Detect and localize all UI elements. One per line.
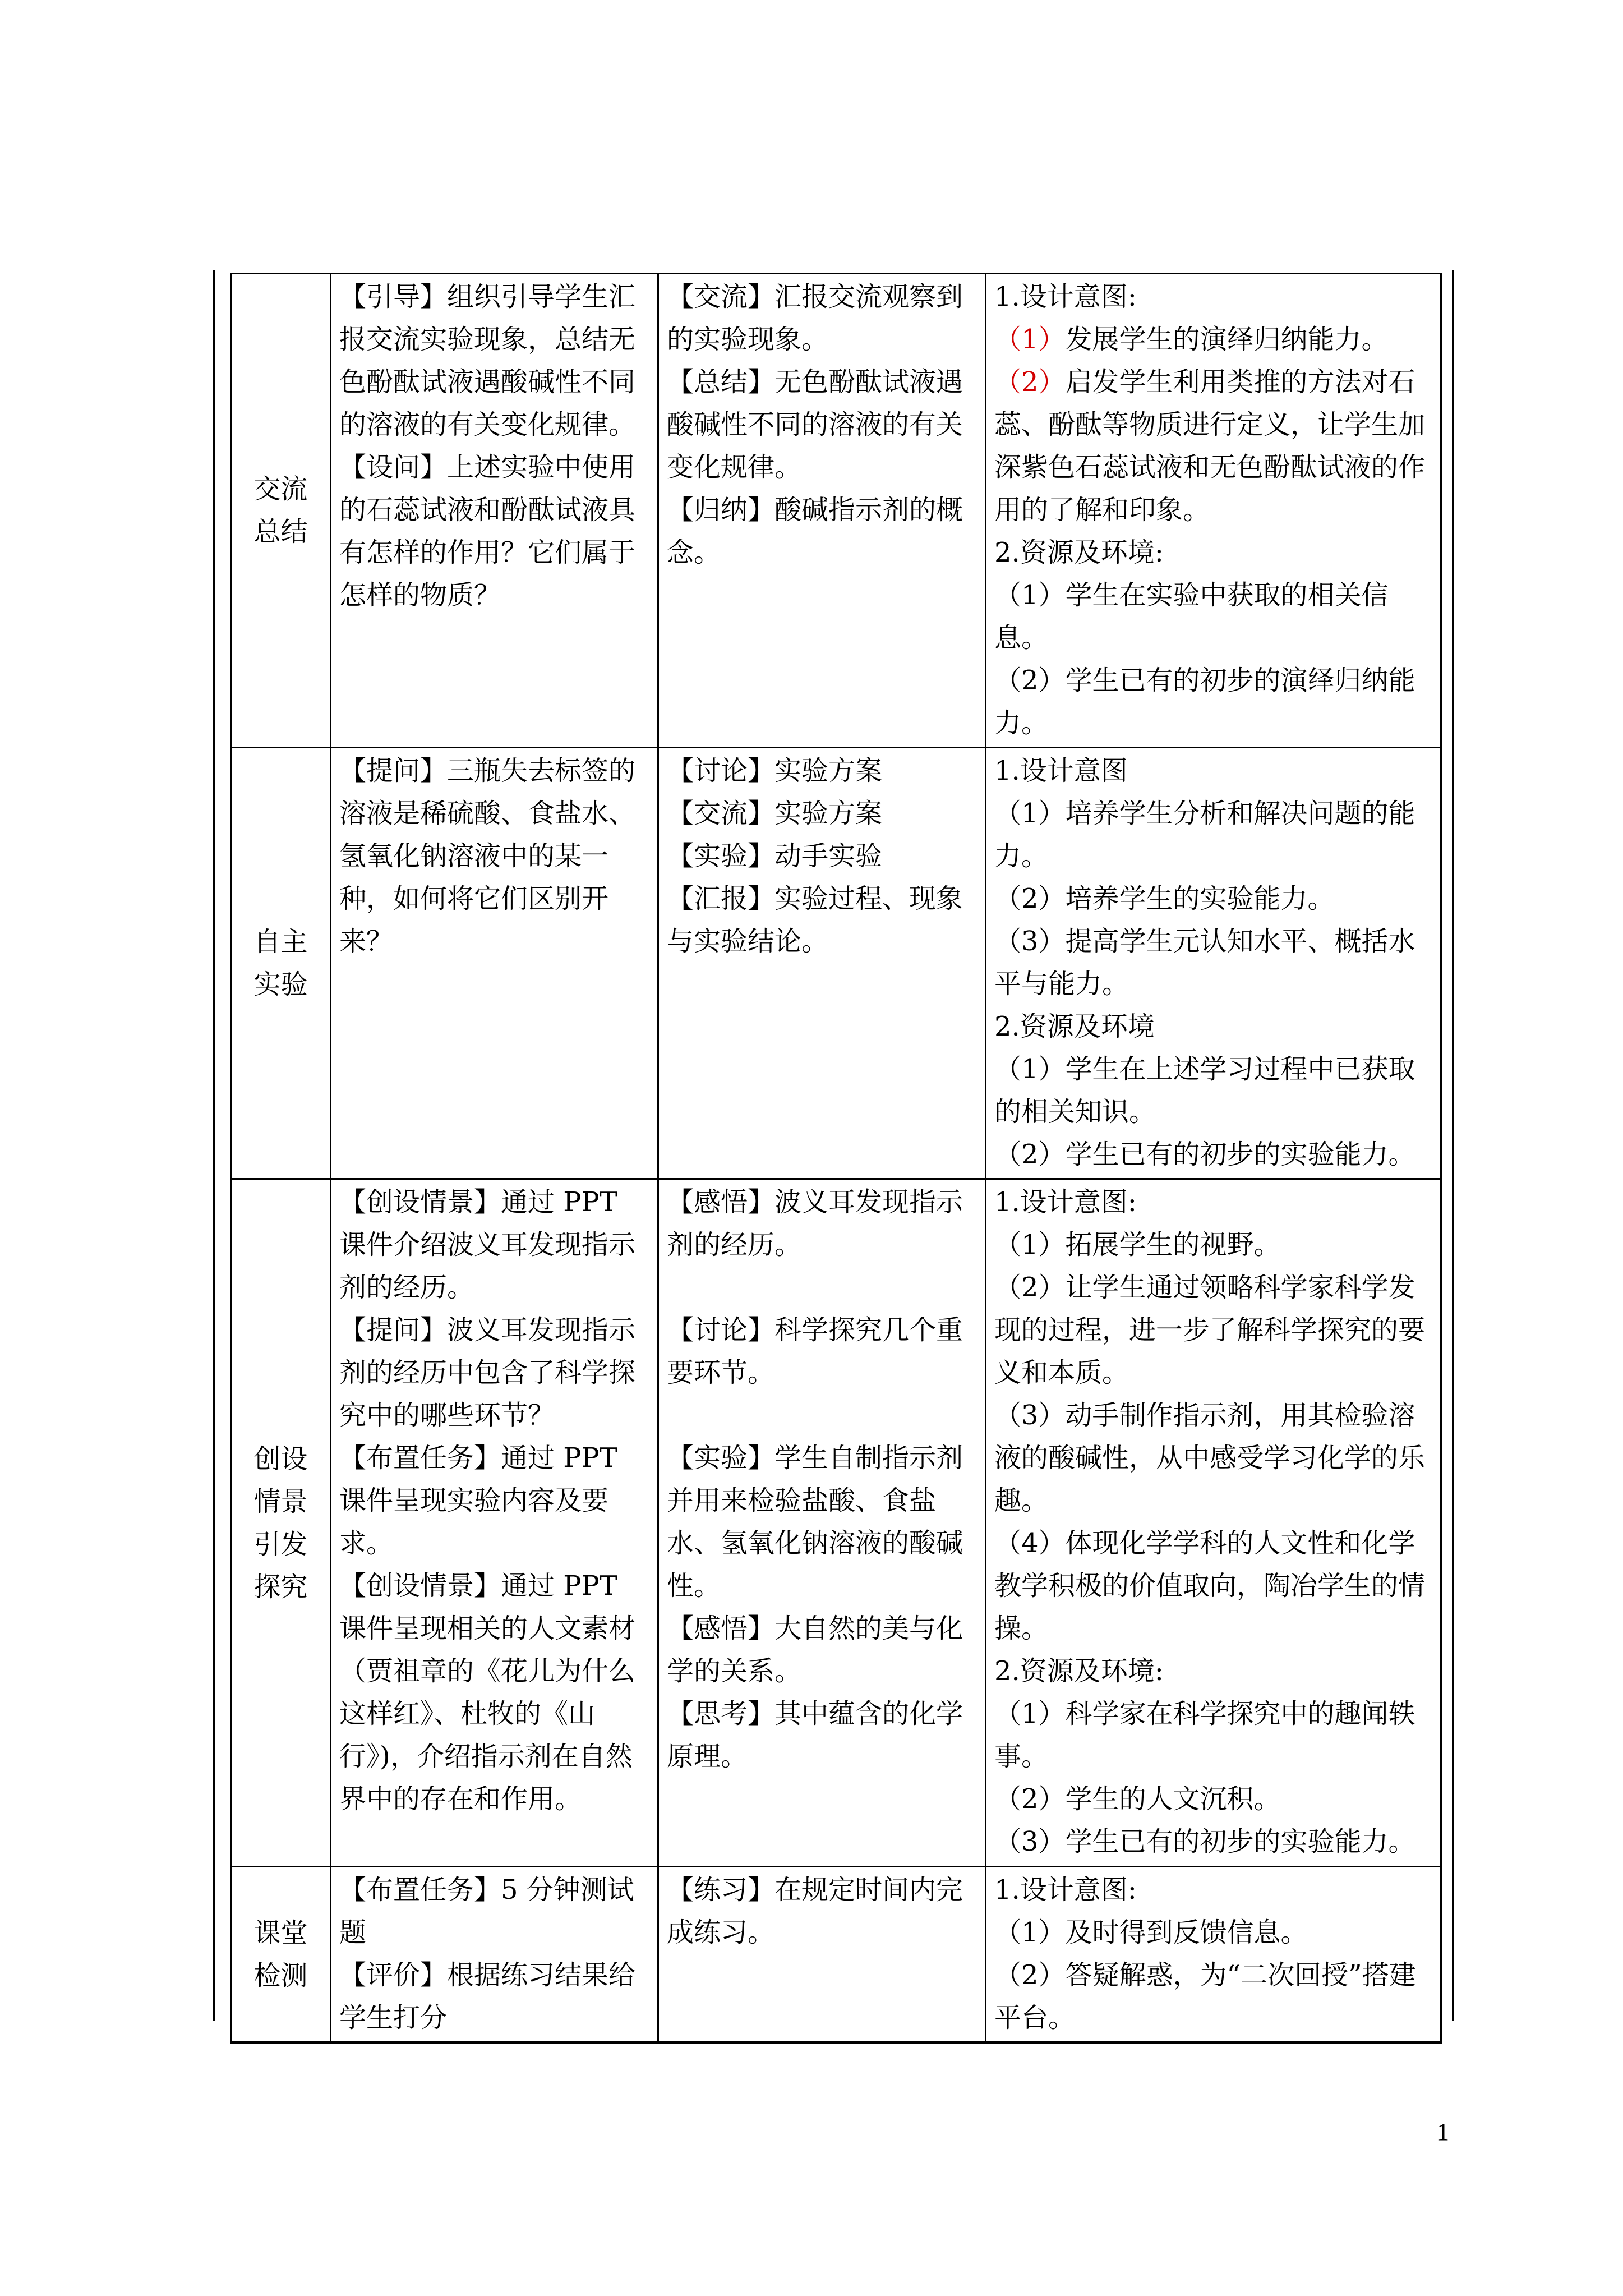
student-activity: 【感悟】波义耳发现指示剂的经历。 xyxy=(667,1186,963,1260)
teacher-activity-cell xyxy=(331,1179,658,1867)
teacher-activity: 【提问】波义耳发现指示剂的经历中包含了科学探究中的哪些环节？ xyxy=(339,1314,636,1431)
design-heading: 1.设计意图: xyxy=(994,281,1137,312)
design-item xyxy=(994,318,1433,361)
design-intent-cell xyxy=(986,1867,1441,2043)
stage-label-line: 检测 xyxy=(253,1960,308,1991)
stage-label xyxy=(239,1438,322,1608)
stage-cell xyxy=(231,274,331,748)
table-row xyxy=(231,274,1441,748)
teacher-activity: 【布置任务】通过 PPT 课件呈现实验内容及要求。 xyxy=(339,1442,617,1559)
teacher-activity: 【创设情景】通过 PPT 课件呈现相关的人文素材（贾祖章的《花儿为什么这样红》、杜牧的《山行》)，介绍指示剂在自然界中的存在和作用。 xyxy=(339,1570,636,1815)
student-activity: 【实验】动手实验 xyxy=(667,840,883,872)
design-item: （2）答疑解惑，为“二次回授”搭建平台。 xyxy=(994,1959,1416,2033)
student-activity-cell xyxy=(658,1867,986,2043)
design-item: （2）培养学生的实验能力。 xyxy=(994,883,1335,914)
resource-heading: 2.资源及环境 xyxy=(994,1011,1155,1042)
design-item: （3）动手制作指示剂，用其检验溶液的酸碱性，从中感受学习化学的乐趣。 xyxy=(994,1400,1426,1516)
page-number: 1 xyxy=(1437,2118,1449,2146)
design-item xyxy=(994,361,1433,531)
teacher-activity: 【评价】根据练习结果给学生打分 xyxy=(339,1959,636,2033)
student-activity-cell xyxy=(658,1179,986,1867)
table-row xyxy=(231,748,1441,1179)
design-heading: 1.设计意图 xyxy=(994,755,1128,786)
resource-item: （2）学生已有的初步的演绎归纳能力。 xyxy=(994,665,1415,739)
student-activity: 【练习】在规定时间内完成练习。 xyxy=(667,1874,963,1948)
resource-item: （1）学生在实验中获取的相关信息。 xyxy=(994,579,1389,654)
table-row xyxy=(231,1867,1441,2043)
design-intent-cell xyxy=(986,274,1441,748)
stage-label-line: 引发 xyxy=(253,1528,308,1560)
student-activity: 【交流】实验方案 xyxy=(667,798,883,829)
stage-label-line: 课堂 xyxy=(253,1917,308,1949)
table-row xyxy=(231,1179,1441,1867)
stage-label-line: 自主 xyxy=(253,926,308,958)
stage-label-line: 交流 xyxy=(253,473,308,505)
stage-label-line: 情景 xyxy=(253,1485,308,1517)
stage-label xyxy=(239,468,322,553)
resource-heading: 2.资源及环境: xyxy=(994,537,1164,568)
student-activity: 【讨论】实验方案 xyxy=(667,755,883,786)
spacer xyxy=(667,1394,978,1437)
item-text: 启发学生利用类推的方法对石蕊、酚酞等物质进行定义，让学生加深紫色石蕊试液和无色酚酞试液的作用的了解和印象。 xyxy=(994,366,1426,526)
teacher-activity: 【创设情景】通过 PPT 课件介绍波义耳发现指示剂的经历。 xyxy=(339,1186,636,1303)
lesson-plan-table xyxy=(230,273,1442,2044)
design-heading: 1.设计意图: xyxy=(994,1186,1137,1218)
student-activity: 【交流】汇报交流观察到的实验现象。 xyxy=(667,281,963,355)
teacher-activity: 【引导】组织引导学生汇报交流实验现象，总结无色酚酞试液遇酸碱性不同的溶液的有关变化规律。 xyxy=(339,281,636,440)
student-activity-cell xyxy=(658,274,986,748)
stage-label-line: 创设 xyxy=(253,1443,308,1475)
student-activity-cell xyxy=(658,748,986,1179)
student-activity: 【讨论】科学探究几个重要环节。 xyxy=(667,1314,963,1388)
design-item: （1）及时得到反馈信息。 xyxy=(994,1917,1308,1948)
student-activity: 【思考】其中蕴含的化学原理。 xyxy=(667,1698,963,1772)
teacher-activity-cell xyxy=(331,274,658,748)
student-activity: 【归纳】酸碱指示剂的概念。 xyxy=(667,494,963,568)
student-activity: 【感悟】大自然的美与化学的关系。 xyxy=(667,1613,963,1687)
stage-cell xyxy=(231,1867,331,2043)
item-marker: （2） xyxy=(994,366,1066,398)
design-intent-cell xyxy=(986,748,1441,1179)
resource-item: （2）学生的人文沉积。 xyxy=(994,1783,1281,1815)
design-item: （1）拓展学生的视野。 xyxy=(994,1229,1281,1260)
student-activity: 【汇报】实验过程、现象与实验结论。 xyxy=(667,883,963,957)
stage-label xyxy=(239,1912,322,1997)
spacer xyxy=(667,1266,978,1309)
design-item: （3）提高学生元认知水平、概括水平与能力。 xyxy=(994,926,1415,1000)
resource-item: （3）学生已有的初步的实验能力。 xyxy=(994,1826,1415,1857)
teacher-activity-cell xyxy=(331,1867,658,2043)
design-heading: 1.设计意图: xyxy=(994,1874,1137,1906)
resource-heading: 2.资源及环境: xyxy=(994,1655,1164,1687)
teacher-activity: 【布置任务】5 分钟测试题 xyxy=(339,1874,634,1948)
stage-label-line: 实验 xyxy=(253,969,308,1000)
resource-item: （2）学生已有的初步的实验能力。 xyxy=(994,1139,1415,1170)
stage-cell xyxy=(231,748,331,1179)
teacher-activity-cell xyxy=(331,748,658,1179)
design-item: （1）培养学生分析和解决问题的能力。 xyxy=(994,798,1415,872)
stage-label-line: 总结 xyxy=(253,516,308,547)
teacher-activity: 【提问】三瓶失去标签的溶液是稀硫酸、食盐水、氢氧化钠溶液中的某一种，如何将它们区别开来？ xyxy=(339,755,636,957)
design-intent-cell xyxy=(986,1179,1441,1867)
design-item: （4）体现化学学科的人文性和化学教学积极的价值取向，陶冶学生的情操。 xyxy=(994,1527,1426,1644)
teacher-activity: 【设问】上述实验中使用的石蕊试液和酚酞试液具有怎样的作用？它们属于怎样的物质？ xyxy=(339,452,636,611)
resource-item: （1）学生在上述学习过程中已获取的相关知识。 xyxy=(994,1053,1415,1128)
item-text: 发展学生的演绎归纳能力。 xyxy=(1065,324,1389,355)
design-item: （2）让学生通过领略科学家科学发现的过程，进一步了解科学探究的要义和本质。 xyxy=(994,1272,1426,1388)
stage-label xyxy=(239,921,322,1006)
student-activity: 【实验】学生自制指示剂并用来检验盐酸、食盐水、氢氧化钠溶液的酸碱性。 xyxy=(667,1442,963,1602)
resource-item: （1）科学家在科学探究中的趣闻轶事。 xyxy=(994,1698,1415,1772)
stage-cell xyxy=(231,1179,331,1867)
student-activity: 【总结】无色酚酞试液遇酸碱性不同的溶液的有关变化规律。 xyxy=(667,366,963,483)
item-marker: （1） xyxy=(994,324,1066,355)
stage-label-line: 探究 xyxy=(253,1571,308,1603)
